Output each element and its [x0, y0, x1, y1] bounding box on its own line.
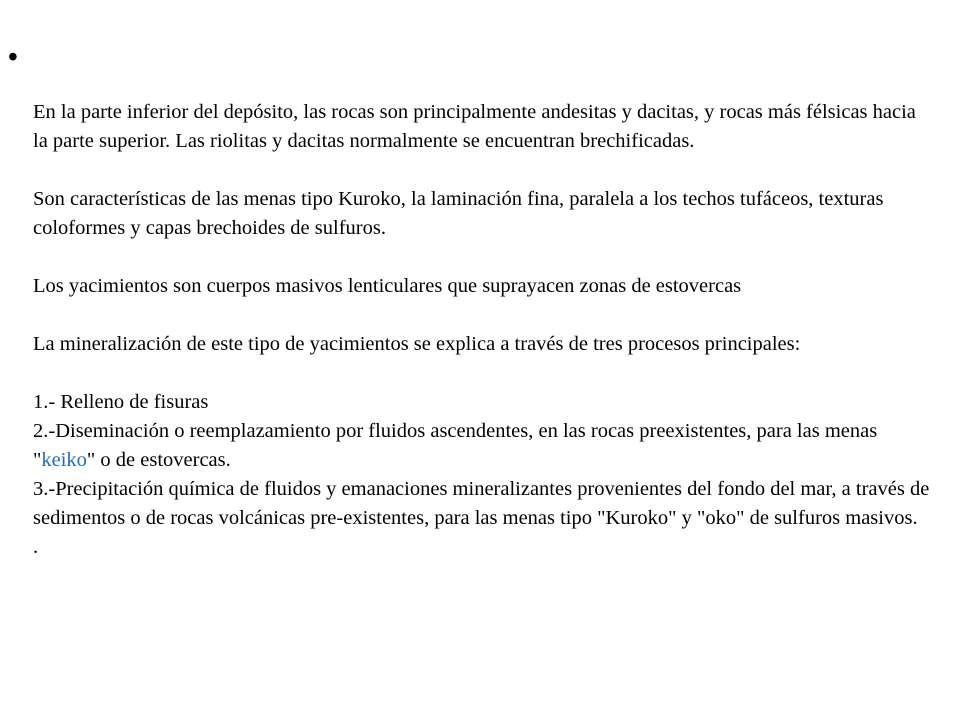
paragraph-kuroko-characteristics: Son características de las menas tipo Kuroko, la laminación fina, paralela a los techos tufáceos, texturas coloformes y capas brechoides de sulfuros.: [33, 188, 884, 239]
keiko-link[interactable]: keiko: [41, 449, 87, 471]
paragraph-spacer: [33, 243, 933, 272]
trailing-dot: .: [33, 536, 39, 558]
paragraph-spacer: [33, 359, 933, 388]
list-item-2-text-before: 2.-Diseminación o reemplazamiento por fluidos ascendentes, en las rocas preexistentes, para las menas ": [33, 420, 878, 471]
paragraph-lower-deposit: En la parte inferior del depósito, las rocas son principalmente andesitas y dacitas, y rocas más félsicas hacia la parte superior. Las riolitas y dacitas normalmente se encuentran brechificadas.: [33, 101, 916, 152]
paragraph-spacer: [33, 301, 933, 330]
list-item-2-text-after: " o de estovercas.: [86, 449, 231, 471]
paragraph-massive-bodies: Los yacimientos son cuerpos masivos lenticulares que suprayacen zonas de estovercas: [33, 275, 742, 297]
text-body: [33, 98, 933, 562]
bullet-marker: •: [8, 42, 18, 73]
paragraph-mineralization-intro: La mineralización de este tipo de yacimientos se explica a través de tres procesos principales:: [33, 333, 801, 355]
list-item-1: 1.- Relleno de fisuras: [33, 391, 209, 413]
list-item-2: [33, 417, 933, 475]
list-item-3: 3.-Precipitación química de fluidos y emanaciones mineralizantes provenientes del fondo del mar, a través de sedimentos o de rocas volcánicas pre-existentes, para las menas tipo "Kuroko" y "oko" de sulfuros masivos.: [33, 478, 930, 529]
paragraph-spacer: [33, 156, 933, 185]
